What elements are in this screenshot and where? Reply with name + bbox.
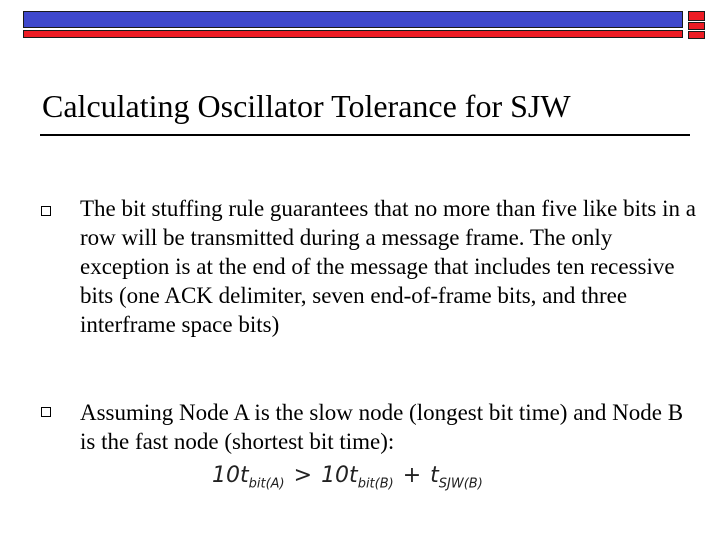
formula-plus: + bbox=[402, 463, 422, 488]
bullet-square-icon bbox=[41, 206, 51, 216]
bullet-text-2: Assuming Node A is the slow node (longest bit time) and Node B is the fast node (shortest bit time): bbox=[80, 400, 684, 454]
formula-sub-b: bit(B) bbox=[357, 476, 394, 492]
corner-block-middle bbox=[688, 22, 705, 30]
formula-sub-sjw: SJW(B) bbox=[438, 476, 483, 492]
formula-sub-a: bit(A) bbox=[248, 476, 285, 492]
bullet-square-icon bbox=[41, 407, 51, 417]
header-bar-blue bbox=[23, 11, 683, 28]
formula-term-a: 10t bbox=[212, 463, 249, 488]
header-bar-red bbox=[23, 30, 683, 38]
corner-block-bottom bbox=[688, 31, 705, 39]
formula-term-b: 10t bbox=[321, 463, 358, 488]
bullet-text-1: The bit stuffing rule guarantees that no more than five like bits in a row will be transmitted during a message frame. The only exception is at the end of the message that includes ten recessive bits (one ACK delimiter, seven end-of-frame bits, and three interframe space bits) bbox=[80, 196, 696, 337]
formula-gt: > bbox=[293, 463, 313, 488]
title-underline bbox=[40, 134, 690, 136]
slide-title: Calculating Oscillator Tolerance for SJW bbox=[42, 88, 571, 124]
formula-term-sjw: t bbox=[430, 463, 439, 488]
sjw-formula bbox=[212, 463, 483, 491]
corner-block-top bbox=[688, 11, 705, 21]
